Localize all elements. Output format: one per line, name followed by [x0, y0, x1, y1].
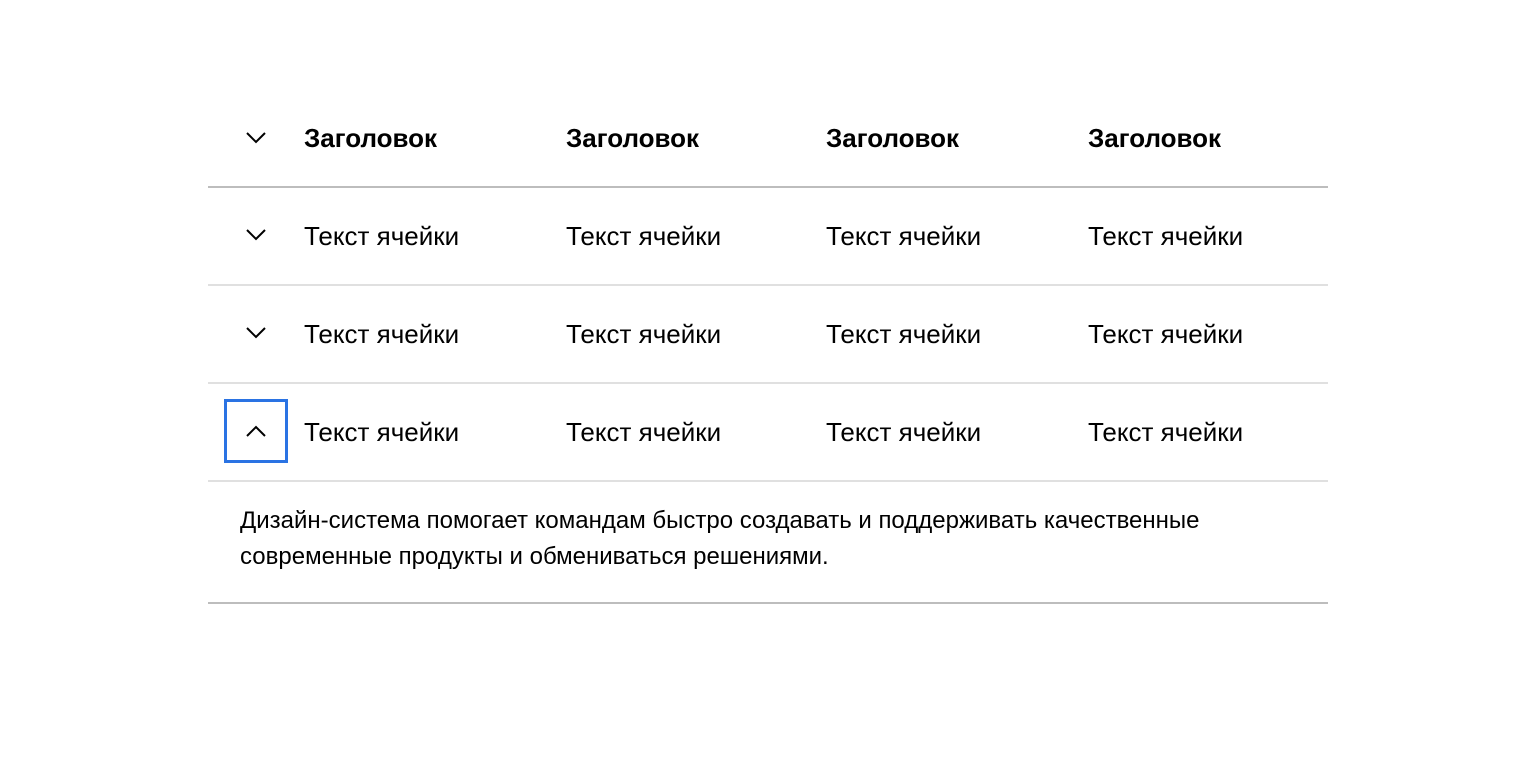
table-cell: Текст ячейки: [826, 416, 982, 447]
column-header[interactable]: Заголовок: [826, 122, 960, 153]
column-header[interactable]: Заголовок: [566, 122, 700, 153]
chevron-up-icon: [246, 425, 266, 437]
table-row-expanded: [208, 384, 1328, 482]
table-cell: Текст ячейки: [566, 220, 722, 251]
table-cell: Текст ячейки: [1088, 416, 1244, 447]
row-collapse-toggle[interactable]: [224, 399, 288, 463]
chevron-down-icon: [246, 327, 266, 339]
table-row: [208, 188, 1328, 286]
table-cell: Текст ячейки: [304, 318, 460, 349]
table-cell: Текст ячейки: [566, 318, 722, 349]
column-header[interactable]: Заголовок: [304, 122, 438, 153]
chevron-down-icon: [246, 229, 266, 241]
table-cell: Текст ячейки: [304, 416, 460, 447]
table-cell: Текст ячейки: [1088, 318, 1244, 349]
row-expand-toggle[interactable]: [224, 301, 288, 365]
table-header-row: [208, 90, 1328, 188]
table-cell: Текст ячейки: [566, 416, 722, 447]
expand-all-toggle[interactable]: [224, 106, 288, 170]
expanded-row-content: [208, 482, 1328, 604]
expandable-table: [208, 90, 1328, 604]
table-cell: Текст ячейки: [1088, 220, 1244, 251]
chevron-down-icon: [246, 132, 266, 144]
table-cell: Текст ячейки: [826, 220, 982, 251]
expanded-description: Дизайн-система помогает командам быстро создавать и поддерживать качественные современные продукты и обмениваться решениями.: [240, 507, 1200, 570]
table-row: [208, 286, 1328, 384]
table-cell: Текст ячейки: [826, 318, 982, 349]
table-cell: Текст ячейки: [304, 220, 460, 251]
column-header[interactable]: Заголовок: [1088, 122, 1222, 153]
row-expand-toggle[interactable]: [224, 203, 288, 267]
